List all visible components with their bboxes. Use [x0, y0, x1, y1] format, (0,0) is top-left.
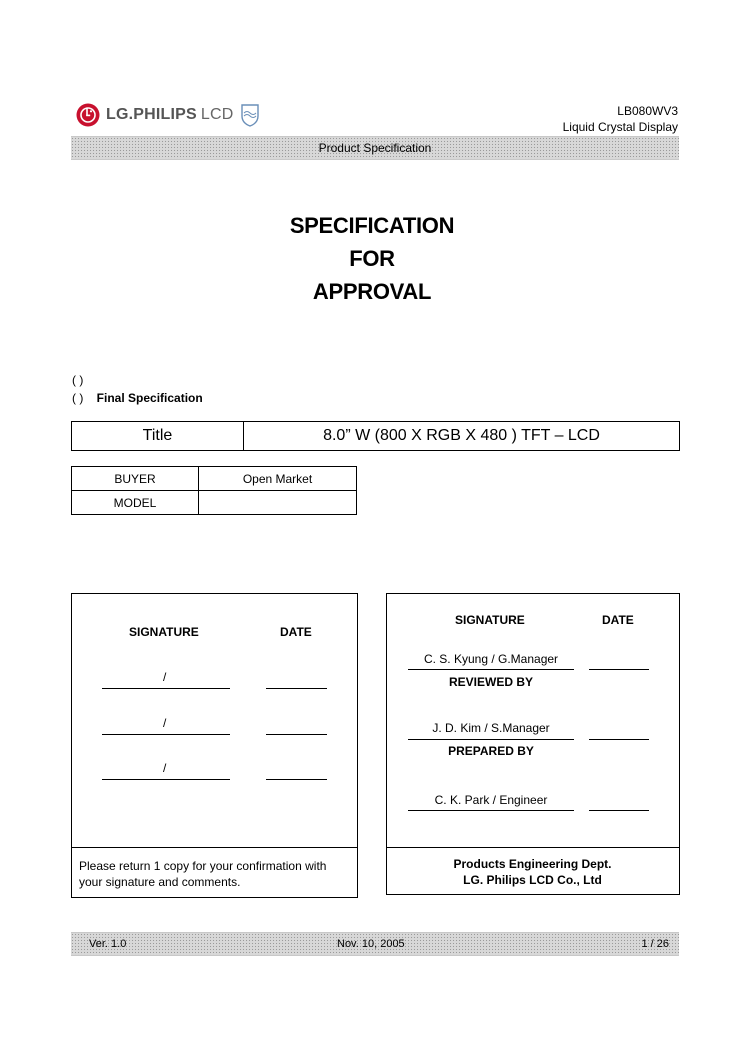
buyer-table — [71, 466, 357, 515]
title-line-1: SPECIFICATION — [289, 213, 455, 238]
return-note: Please return 1 copy for your confirmation with your signature and comments. — [79, 859, 327, 889]
reviewer-name: J. D. Kim / S.Manager — [432, 721, 550, 735]
footer-band — [71, 932, 679, 956]
company-logo — [76, 100, 260, 130]
issue-date: Nov. 10, 2005 — [337, 938, 405, 950]
model-number: LB080WV3 — [617, 104, 678, 118]
header-band-text: Product Specification — [318, 141, 432, 155]
box-divider — [387, 847, 679, 848]
version-label: Ver. 1.0 — [89, 938, 127, 950]
reviewer-signature-line — [408, 739, 574, 740]
buyer-value: Open Market — [199, 467, 357, 491]
reviewed-by-label: REVIEWED BY — [448, 675, 533, 689]
lg-face-icon — [76, 103, 100, 127]
final-specification-label: Final Specification — [96, 391, 203, 405]
title-line-2: FOR — [349, 246, 395, 271]
title-table — [71, 421, 680, 451]
preparer-signature-line — [408, 810, 574, 811]
date-line-3 — [266, 779, 327, 780]
document-header-info — [563, 103, 678, 135]
product-type: Liquid Crystal Display — [562, 120, 678, 134]
box-divider — [72, 847, 357, 848]
buyer-approval-box — [71, 593, 358, 898]
header-band — [71, 136, 679, 160]
checkbox-row-final — [72, 391, 203, 405]
reviewer-date-line — [589, 739, 649, 740]
checkbox-row-preliminary — [72, 373, 83, 387]
date-line-2 — [266, 734, 327, 735]
signature-line-1 — [102, 688, 230, 689]
model-value — [199, 491, 357, 515]
slash-2: / — [163, 716, 167, 730]
date-header: DATE — [602, 613, 634, 627]
document-title — [0, 209, 744, 308]
title-label: Title — [72, 422, 244, 451]
department-name: Products Engineering Dept. — [453, 857, 612, 871]
buyer-label: BUYER — [72, 467, 199, 491]
approver-date-line — [589, 669, 649, 670]
checkbox-mark: ( ) — [72, 373, 84, 387]
signature-line-3 — [102, 779, 230, 780]
approver-signature-line — [408, 669, 574, 670]
checkbox-mark: ( ) — [72, 391, 84, 405]
title-line-3: APPROVAL — [312, 279, 432, 304]
slash-1: / — [163, 670, 167, 684]
company-name: LG. Philips LCD Co., Ltd — [463, 873, 602, 887]
signature-header: SIGNATURE — [129, 625, 199, 639]
table-row — [72, 491, 357, 515]
date-line-1 — [266, 688, 327, 689]
philips-shield-icon — [240, 103, 260, 127]
supplier-approval-box — [386, 593, 680, 895]
title-value: 8.0” W (800 X RGB X 480 ) TFT – LCD — [244, 422, 680, 451]
signature-line-2 — [102, 734, 230, 735]
date-header: DATE — [280, 625, 312, 639]
preparer-name: C. K. Park / Engineer — [434, 793, 548, 807]
logo-wordmark: LG.PHILIPS LCD — [106, 106, 234, 123]
prepared-by-label: PREPARED BY — [448, 744, 534, 758]
preparer-date-line — [589, 810, 649, 811]
table-row — [72, 467, 357, 491]
approver-name: C. S. Kyung / G.Manager — [423, 652, 559, 666]
slash-3: / — [163, 761, 167, 775]
model-label: MODEL — [72, 491, 199, 515]
signature-header: SIGNATURE — [455, 613, 525, 627]
page-number: 1 / 26 — [641, 938, 669, 950]
